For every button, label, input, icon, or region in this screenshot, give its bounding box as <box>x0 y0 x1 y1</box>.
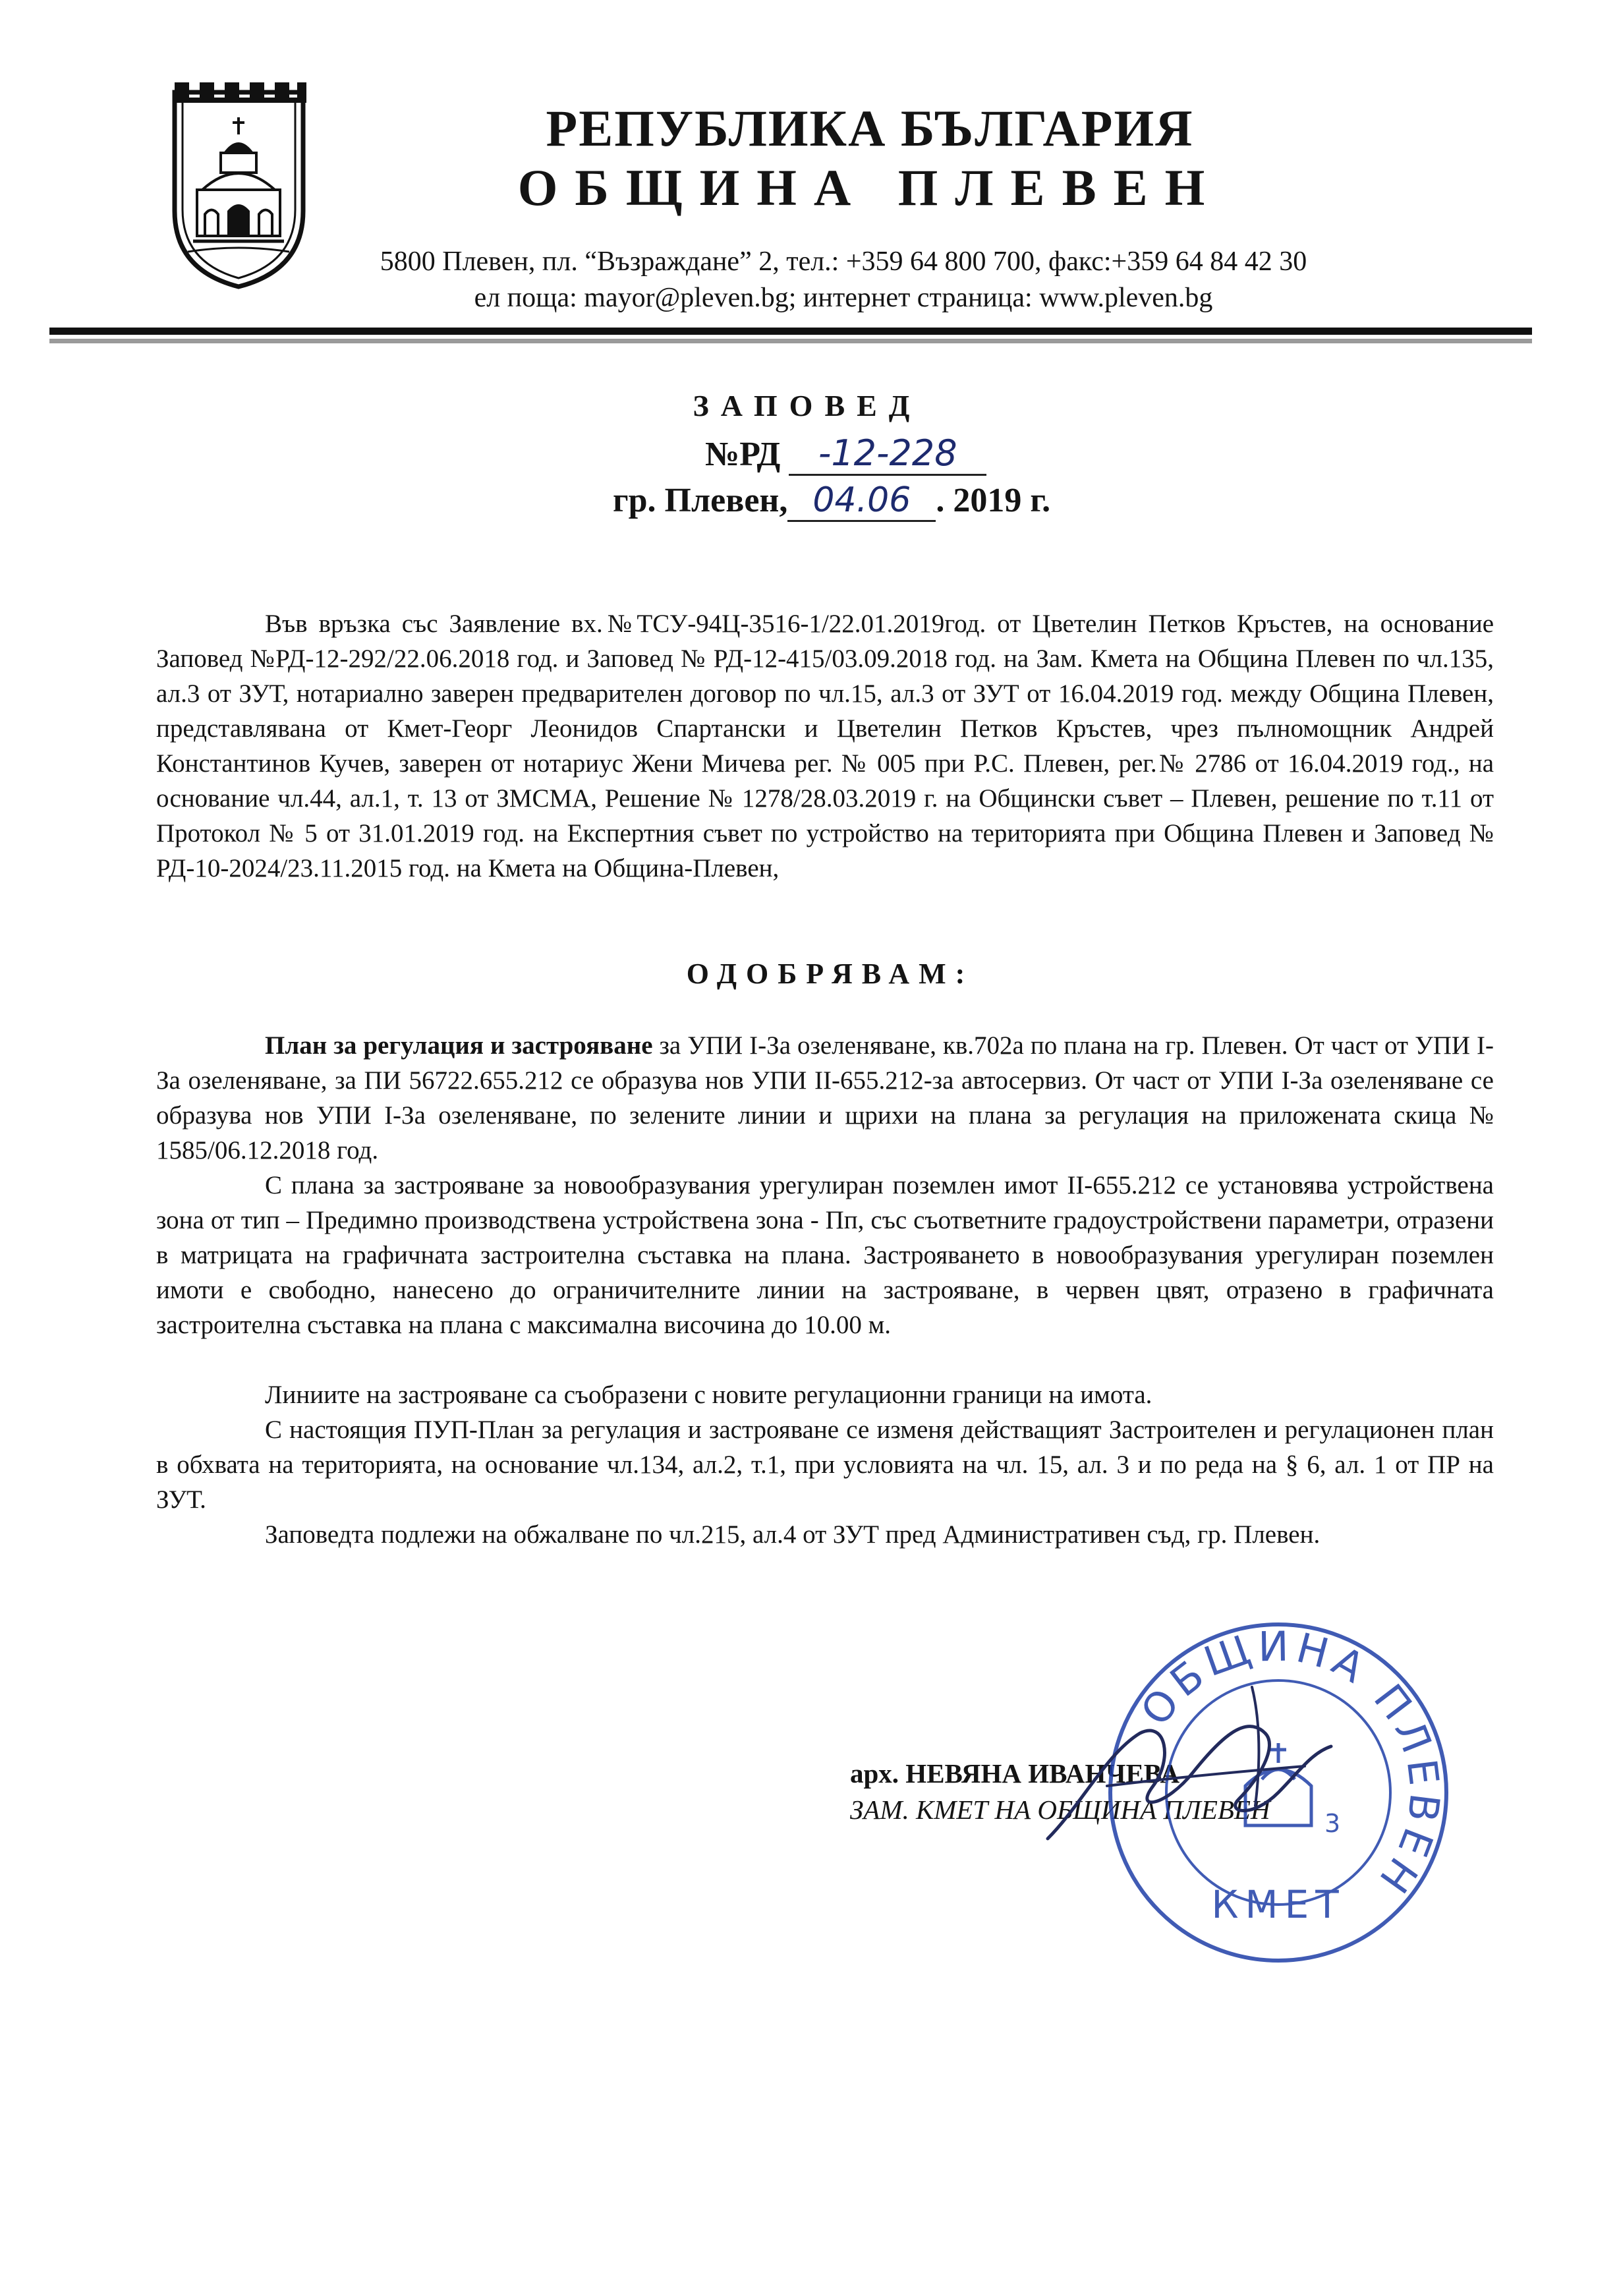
lines-paragraph: Линиите на застрояване са съобразени с новите регулационни граници на имота. <box>265 1381 1152 1409</box>
svg-text:3: 3 <box>1324 1809 1341 1838</box>
email-line: ел поща: mayor@pleven.bg; интернет страница: www.pleven.bg <box>474 283 1213 313</box>
approve-heading: ОДОБРЯВАМ: <box>686 958 975 990</box>
svg-text:КМЕТ: КМЕТ <box>1211 1882 1346 1927</box>
intro-paragraph: Във връзка със Заявление вх.№ТСУ-94Ц-3516-1/22.01.2019год. от Цветелин Петков Кръстев, на основание Заповед №РД-12-292/22.06.2018 год. и Заповед № РД-12-415/03.09.2018 год. на Зам. Кмета на Община Плевен по чл.135, ал.3 от ЗУТ, нотариално заверен предварителен договор по чл.15, ал.3 от ЗУТ от 16.04.2019 год. между Община Плевен, представлявана от Кмет-Георг Леонидов Спартански и Цветелин Петков Кръстев, чрез пълномощник Андрей Константинов Кучев, заверен от нотариус Жени Мичева рег. № 005 при Р.С. Плевен, рег.№ 2786 от 16.04.2019 год., на основание чл.44, ал.1, т. 13 от ЗМСМА, Решение № 1278/28.03.2019 г. на Общински съвет – Плевен, решение по т.11 от Протокол № 5 от 31.01.2019 год. на Експертния съвет по устройство на територията при Община Плевен и Заповед № РД-10-2024/23.11.2015 год. на Кмета на Община-Плевен, <box>156 610 1494 882</box>
plan-title: План за регулация и застрояване <box>265 1031 653 1060</box>
header-divider-shadow <box>49 339 1532 343</box>
order-title: ЗАПОВЕД <box>693 389 922 422</box>
order-place-date <box>613 478 1050 524</box>
order-number-prefix: №РД <box>705 436 781 473</box>
order-year: . 2019 г. <box>936 482 1051 519</box>
zone-paragraph: С плана за застрояване за новообразувания урегулиран поземлен имот ІІ-655.212 се установява устройствена зона от тип – Предимно производствена устройствена зона - Пп, със съответните градоустройствени параметри, отразени в матрицата на графичната застроителна съставка на плана. Застрояването в новообразувания урегулиран поземлен имоти е свободно, нанесено до ограничителните линии на застрояване, в червен цвят, отразено в графичната застроителна съставка на плана с максимална височина до 10.00 м. <box>156 1171 1494 1339</box>
order-place: гр. Плевен, <box>613 482 788 519</box>
address-line: 5800 Плевен, пл. “Възраждане” 2, тел.: +359 64 800 700, факс:+359 64 84 42 30 <box>380 246 1307 277</box>
order-number <box>705 432 986 478</box>
handwritten-signature-icon <box>1028 1674 1371 1885</box>
header-divider <box>49 328 1532 335</box>
appeal-paragraph: Заповедта подлежи на обжалване по чл.215, ал.4 от ЗУТ пред Административен съд, гр. Плевен. <box>265 1520 1321 1549</box>
signatory-name: арх. НЕВЯНА ИВАНЧЕВА <box>850 1758 1180 1789</box>
plan-paragraph <box>156 1028 1494 1168</box>
signatory-title: ЗАМ. КМЕТ НА ОБЩИНА ПЛЕВЕН <box>850 1794 1270 1825</box>
order-number-handwritten: -12-228 <box>789 433 986 476</box>
municipal-crest-icon <box>168 79 310 290</box>
municipality-title: ОБЩИНА ПЛЕВЕН <box>517 159 1222 216</box>
country-title: РЕПУБЛИКА БЪЛГАРИЯ <box>546 100 1194 157</box>
svg-text:ОБЩИНА ПЛЕВЕН: ОБЩИНА ПЛЕВЕН <box>1131 1622 1450 1907</box>
order-date-handwritten: 04.06 <box>787 480 936 522</box>
plan-text: за УПИ І-За озеленяване, кв.702а по плана на гр. Плевен. От част от УПИ І-За озеленяване, за ПИ 56722.655.212 се образува нов УПИ ІІ-655.212-за автосервиз. От част от УПИ І-За озеленяване се образува нов УПИ І-За озеленяване, по зелените линии и щрихи на плана за регулация на приложената скица № 1585/06.12.2018 год. <box>156 1031 1494 1164</box>
change-paragraph: С настоящия ПУП-План за регулация и застрояване се изменя действащият Застроителен и регулационен план в обхвата на територията, на основание чл.134, ал.2, т.1, при условията на чл. 15, ал. 3 и по реда на § 6, ал. 1 от ПР на ЗУТ. <box>156 1416 1494 1514</box>
